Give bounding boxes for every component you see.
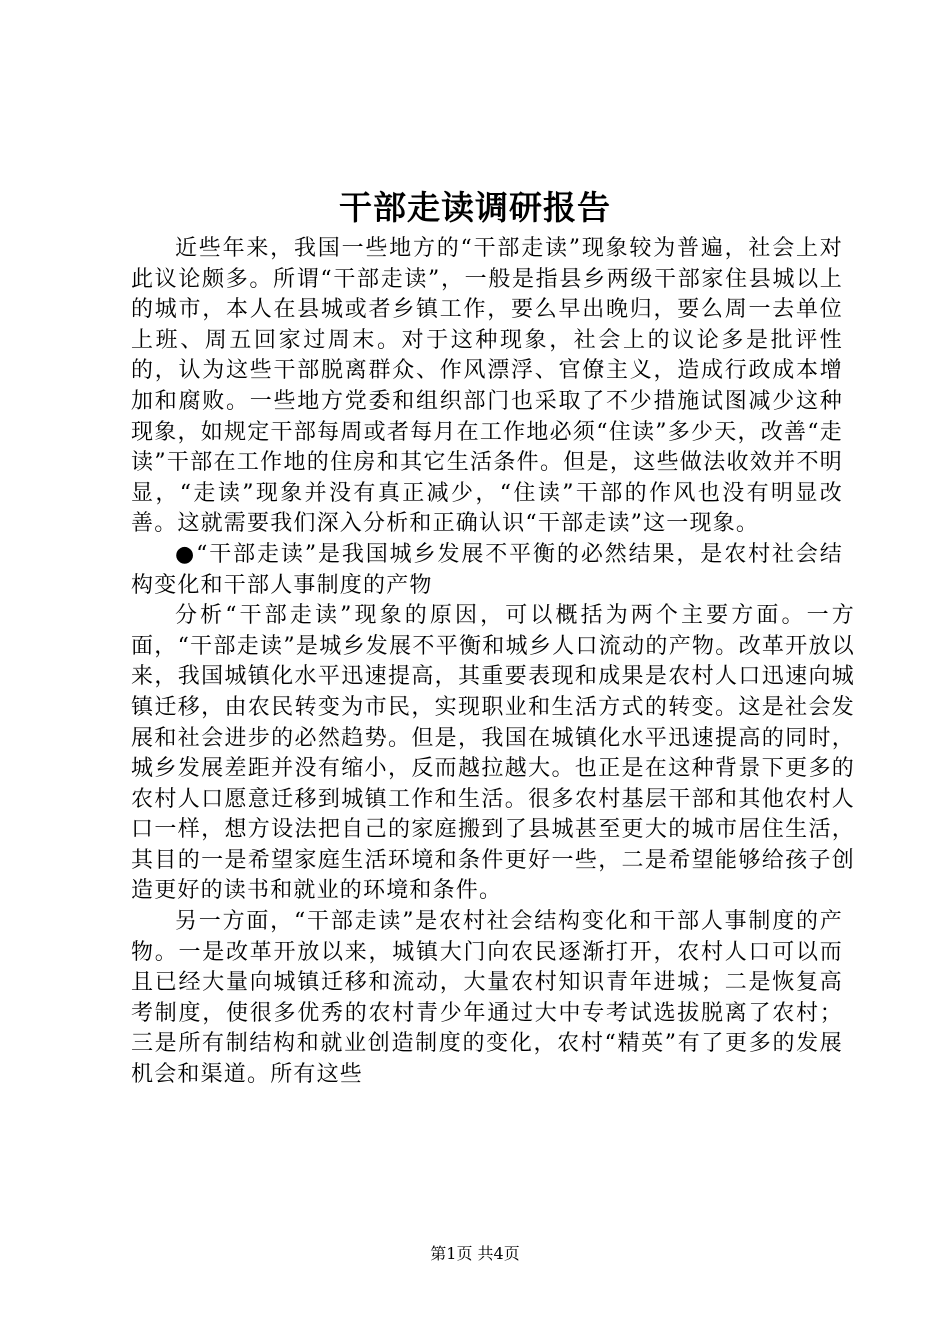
- paragraph-bullet-heading: ●“干部走读”是我国城乡发展不平衡的必然结果，是农村社会结构变化和干部人事制度的产物: [131, 541, 843, 598]
- paragraph-intro: 近些年来，我国一些地方的“干部走读”现象较为普遍，社会上对此议论颇多。所谓“干部走读”，一般是指县乡两级干部家住县城以上的城市，本人在县城或者乡镇工作，要么早出晚归，要么周一去单位上班、周五回家过周末。对于这种现象，社会上的议论多是批评性的，认为这些干部脱离群众、作风漂浮、官僚主义，造成行政成本增加和腐败。一些地方党委和组织部门也采取了不少措施试图减少这种现象，如规定干部每周或者每月在工作地必须“住读”多少天，改善“走读”干部在工作地的住房和其它生活条件。但是，这些做法收效并不明显，“走读”现象并没有真正减少，“住读”干部的作风也没有明显改善。这就需要我们深入分析和正确认识“干部走读”这一现象。: [131, 236, 843, 537]
- page-footer: 第1页 共4页: [430, 1244, 520, 1263]
- paragraph-analysis: 分析“干部走读”现象的原因，可以概括为两个主要方面。一方面，“干部走读”是城乡发展不平衡和城乡人口流动的产物。改革开放以来，我国城镇化水平迅速提高，其重要表现和成果是农村人口迅速向城镇迁移，由农民转变为市民，实现职业和生活方式的转变。这是社会发展和社会进步的必然趋势。但是，我国在城镇化水平迅速提高的同时，城乡发展差距并没有缩小，反而越拉越大。也正是在这种背景下更多的农村人口愿意迁移到城镇工作和生活。很多农村基层干部和其他农村人口一样，想方设法把自己的家庭搬到了县城甚至更大的城市居住生活，其目的一是希望家庭生活环境和条件更好一些，二是希望能够给孩子创造更好的读书和就业的环境和条件。: [131, 603, 855, 904]
- document-title: 干部走读调研报告: [339, 188, 611, 227]
- document-body: [131, 234, 855, 1091]
- paragraph-other-aspect: 另一方面，“干部走读”是农村社会结构变化和干部人事制度的产物。一是改革开放以来，城镇大门向农民逐渐打开，农村人口可以而且已经大量向城镇迁移和流动，大量农村知识青年进城；二是恢复高考制度，使很多优秀的农村青少年通过大中专考试选拔脱离了农村；三是所有制结构和就业创造制度的变化，农村“精英”有了更多的发展机会和渠道。所有这些: [131, 909, 843, 1088]
